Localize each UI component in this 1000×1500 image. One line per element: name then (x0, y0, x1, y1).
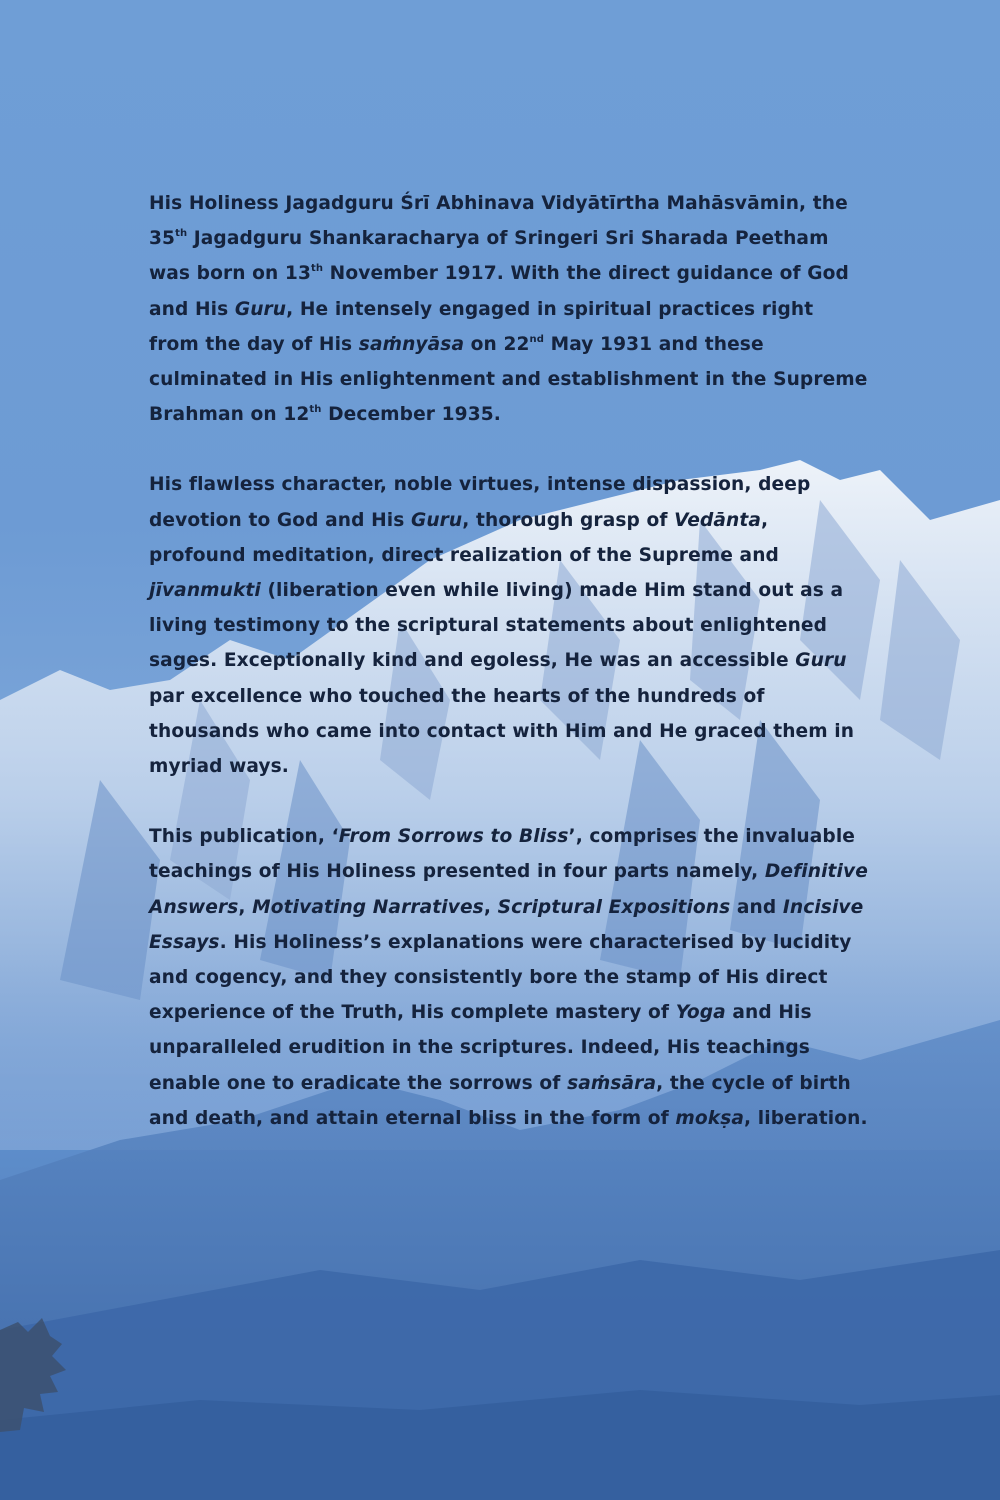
italic-term: jīvanmukti (149, 580, 261, 602)
text-segment: , (238, 896, 253, 918)
text-segment: , He intensely engaged in spiritual practices right from the day of His (149, 298, 814, 355)
text-segment: and (730, 896, 783, 918)
text-segment: His flawless character, noble virtues, intense dispassion, deep devotion to God and His (149, 474, 811, 531)
paragraph-publication (149, 819, 869, 1136)
italic-term: Guru (795, 650, 847, 672)
text-segment: November 1917. With the direct guidance of God and His (149, 263, 849, 320)
text-segment: December 1935. (321, 404, 501, 426)
paragraph-biography (149, 186, 869, 432)
part-title: Scriptural Expositions (497, 896, 731, 918)
description-text (149, 186, 869, 1171)
text-segment: , the cycle of birth and death, and attain eternal bliss in the form of (149, 1072, 851, 1129)
ordinal-number: 22 (503, 333, 530, 355)
ordinal-suffix: nd (529, 333, 545, 345)
text-segment: , (483, 896, 498, 918)
text-segment: His Holiness Jagadguru Śrī Abhinava Vidyātīrtha Mahāsvāmin, the (149, 193, 848, 214)
paragraph-character (149, 467, 869, 784)
text-segment: Jagadguru Shankaracharya of Sringeri Sri Sharada Peetham was born on (149, 228, 829, 285)
ordinal-suffix: th (311, 263, 324, 275)
ordinal-suffix: th (175, 228, 188, 240)
text-segment: , profound meditation, direct realization of the Supreme and (149, 509, 779, 566)
ordinal-number: 12 (283, 404, 310, 426)
ordinal-number: 35 (149, 228, 176, 250)
text-segment: par excellence who touched the hearts of the hundreds of thousands who came into contact with Him and He graced them in myriad ways. (149, 685, 855, 778)
text-segment: (liberation even while living) made Him stand out as a living testimony to the scriptural statements about enlightened sages. Exceptionally kind and egoless, He was an accessible (149, 580, 844, 672)
italic-term: saṁnyāsa (358, 333, 465, 355)
italic-term: saṁsāra (567, 1072, 657, 1094)
part-title: Incisive Essays (149, 896, 864, 953)
ordinal-number: 13 (284, 263, 311, 285)
part-title: Motivating Narratives (252, 896, 484, 918)
text-segment: This publication, ‘ (149, 826, 339, 848)
text-segment: ’, comprises the invaluable teachings of His Holiness presented in four parts namely, (149, 826, 856, 883)
italic-term: Vedānta (674, 509, 762, 531)
text-segment: on (464, 333, 504, 355)
text-segment: and His unparalleled erudition in the scriptures. Indeed, His teachings enable one to eradicate the sorrows of (149, 1002, 812, 1094)
ordinal-suffix: th (309, 404, 322, 416)
text-segment: , thorough grasp of (462, 509, 675, 531)
book-title: From Sorrows to Bliss (338, 826, 569, 848)
italic-term: Guru (410, 509, 463, 531)
italic-term: Guru (234, 298, 287, 320)
italic-term: Yoga (675, 1002, 726, 1024)
text-segment: May 1931 and these culminated in His enlightenment and establishment in the Supreme Brahman on (149, 333, 868, 426)
text-segment: . His Holiness’s explanations were characterised by lucidity and cogency, and they consistently bore the stamp of His direct experience of the Truth, His complete mastery of (149, 931, 852, 1024)
part-title: Definitive Answers (149, 861, 868, 918)
text-segment: , liberation. (744, 1107, 868, 1129)
italic-term: mokṣa (675, 1107, 745, 1129)
